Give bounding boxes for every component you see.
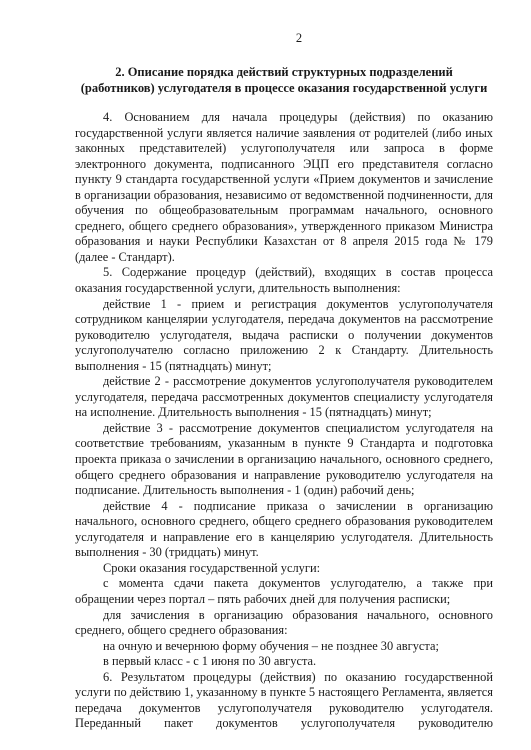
paragraph-terms-enrollment: для зачисления в организацию образования начального, основного среднего, общего среднего образования: <box>75 607 493 638</box>
paragraph-action-4: действие 4 - подписание приказа о зачислении в организацию начального, основного среднего, общего среднего образования руководителем услугодателя и направление его в канцелярию услугодателя. Длительность выполнения - 30 (тридцать) минут. <box>75 498 493 560</box>
paragraph-action-1: действие 1 - прием и регистрация документов услугополучателя сотрудником канцелярии услугодателя, передача документов на рассмотрение руководителю услугодателя, выдача расписки о получении документов услугополучателю согласно приложению 2 к Стандарту. Длительность выполнения - 15 (пятнадцать) минут; <box>75 296 493 373</box>
paragraph-5-procedures: 5. Содержание процедур (действий), входящих в состав процесса оказания государственной услуги, длительность выполнения: <box>75 265 493 296</box>
paragraph-action-2: действие 2 - рассмотрение документов услугополучателя руководителем услугодателя, передача рассмотренных документов специалисту услугодателя на исполнение. Длительность выполнения - 15 (пятнадцать) минут; <box>75 374 493 420</box>
paragraph-terms-full-time: на очную и вечернюю форму обучения – не позднее 30 августа; <box>103 638 439 653</box>
page-number: 2 <box>295 31 303 45</box>
section-title <box>75 65 493 96</box>
body-text <box>75 110 493 732</box>
paragraph-4-basis: 4. Основанием для начала процедуры (действия) по оказанию государственной услуги является наличие заявления от родителей (либо иных законных представителей) услугополучателя или запроса в форме электронного документа, подписанного ЭЦП его представителя согласно пункту 9 стандарта государственной услуги «Прием документов и зачисление в организации образования, независимо от ведомственной подчиненности, для обучения по общеобразовательным программам начального, основного среднего, общего среднего образования», утвержденного приказом Министра образования и науки Республики Казахстан от 8 апреля 2015 года № 179 (далее - Стандарт). <box>75 110 493 264</box>
paragraph-6-result: 6. Результатом процедуры (действия) по оказанию государственной услуги по действию 1, указанному в пункте 5 настоящего Регламента, является передача документов услугополучателя руководителю услугодателя. Переданный пакет документов услугополучателя руководителю <box>75 669 494 731</box>
section-title-line-1: 2. Описание порядка действий структурных подразделений <box>115 65 453 79</box>
paragraph-terms-first-grade: в первый класс - с 1 июня по 30 августа. <box>103 654 317 669</box>
paragraph-action-3: действие 3 - рассмотрение документов специалистом услугодателя на соответствие требованиям, указанным в пункте 9 Стандарта и подготовка проекта приказа о зачислении в организацию начального, основного среднего, общего среднего образования и направление руководителю услугодателя на подписание. Длительность выполнения - 1 (один) рабочий день; <box>75 420 493 498</box>
paragraph-terms-heading: Сроки оказания государственной услуги: <box>103 560 321 575</box>
paragraph-terms-receipt: с момента сдачи пакета документов услугодателю, а также при обращении через портал – пять рабочих дней для получения расписки; <box>75 576 493 606</box>
section-title-line-2: (работников) услугодателя в процессе оказания государственной услуги <box>80 80 488 95</box>
